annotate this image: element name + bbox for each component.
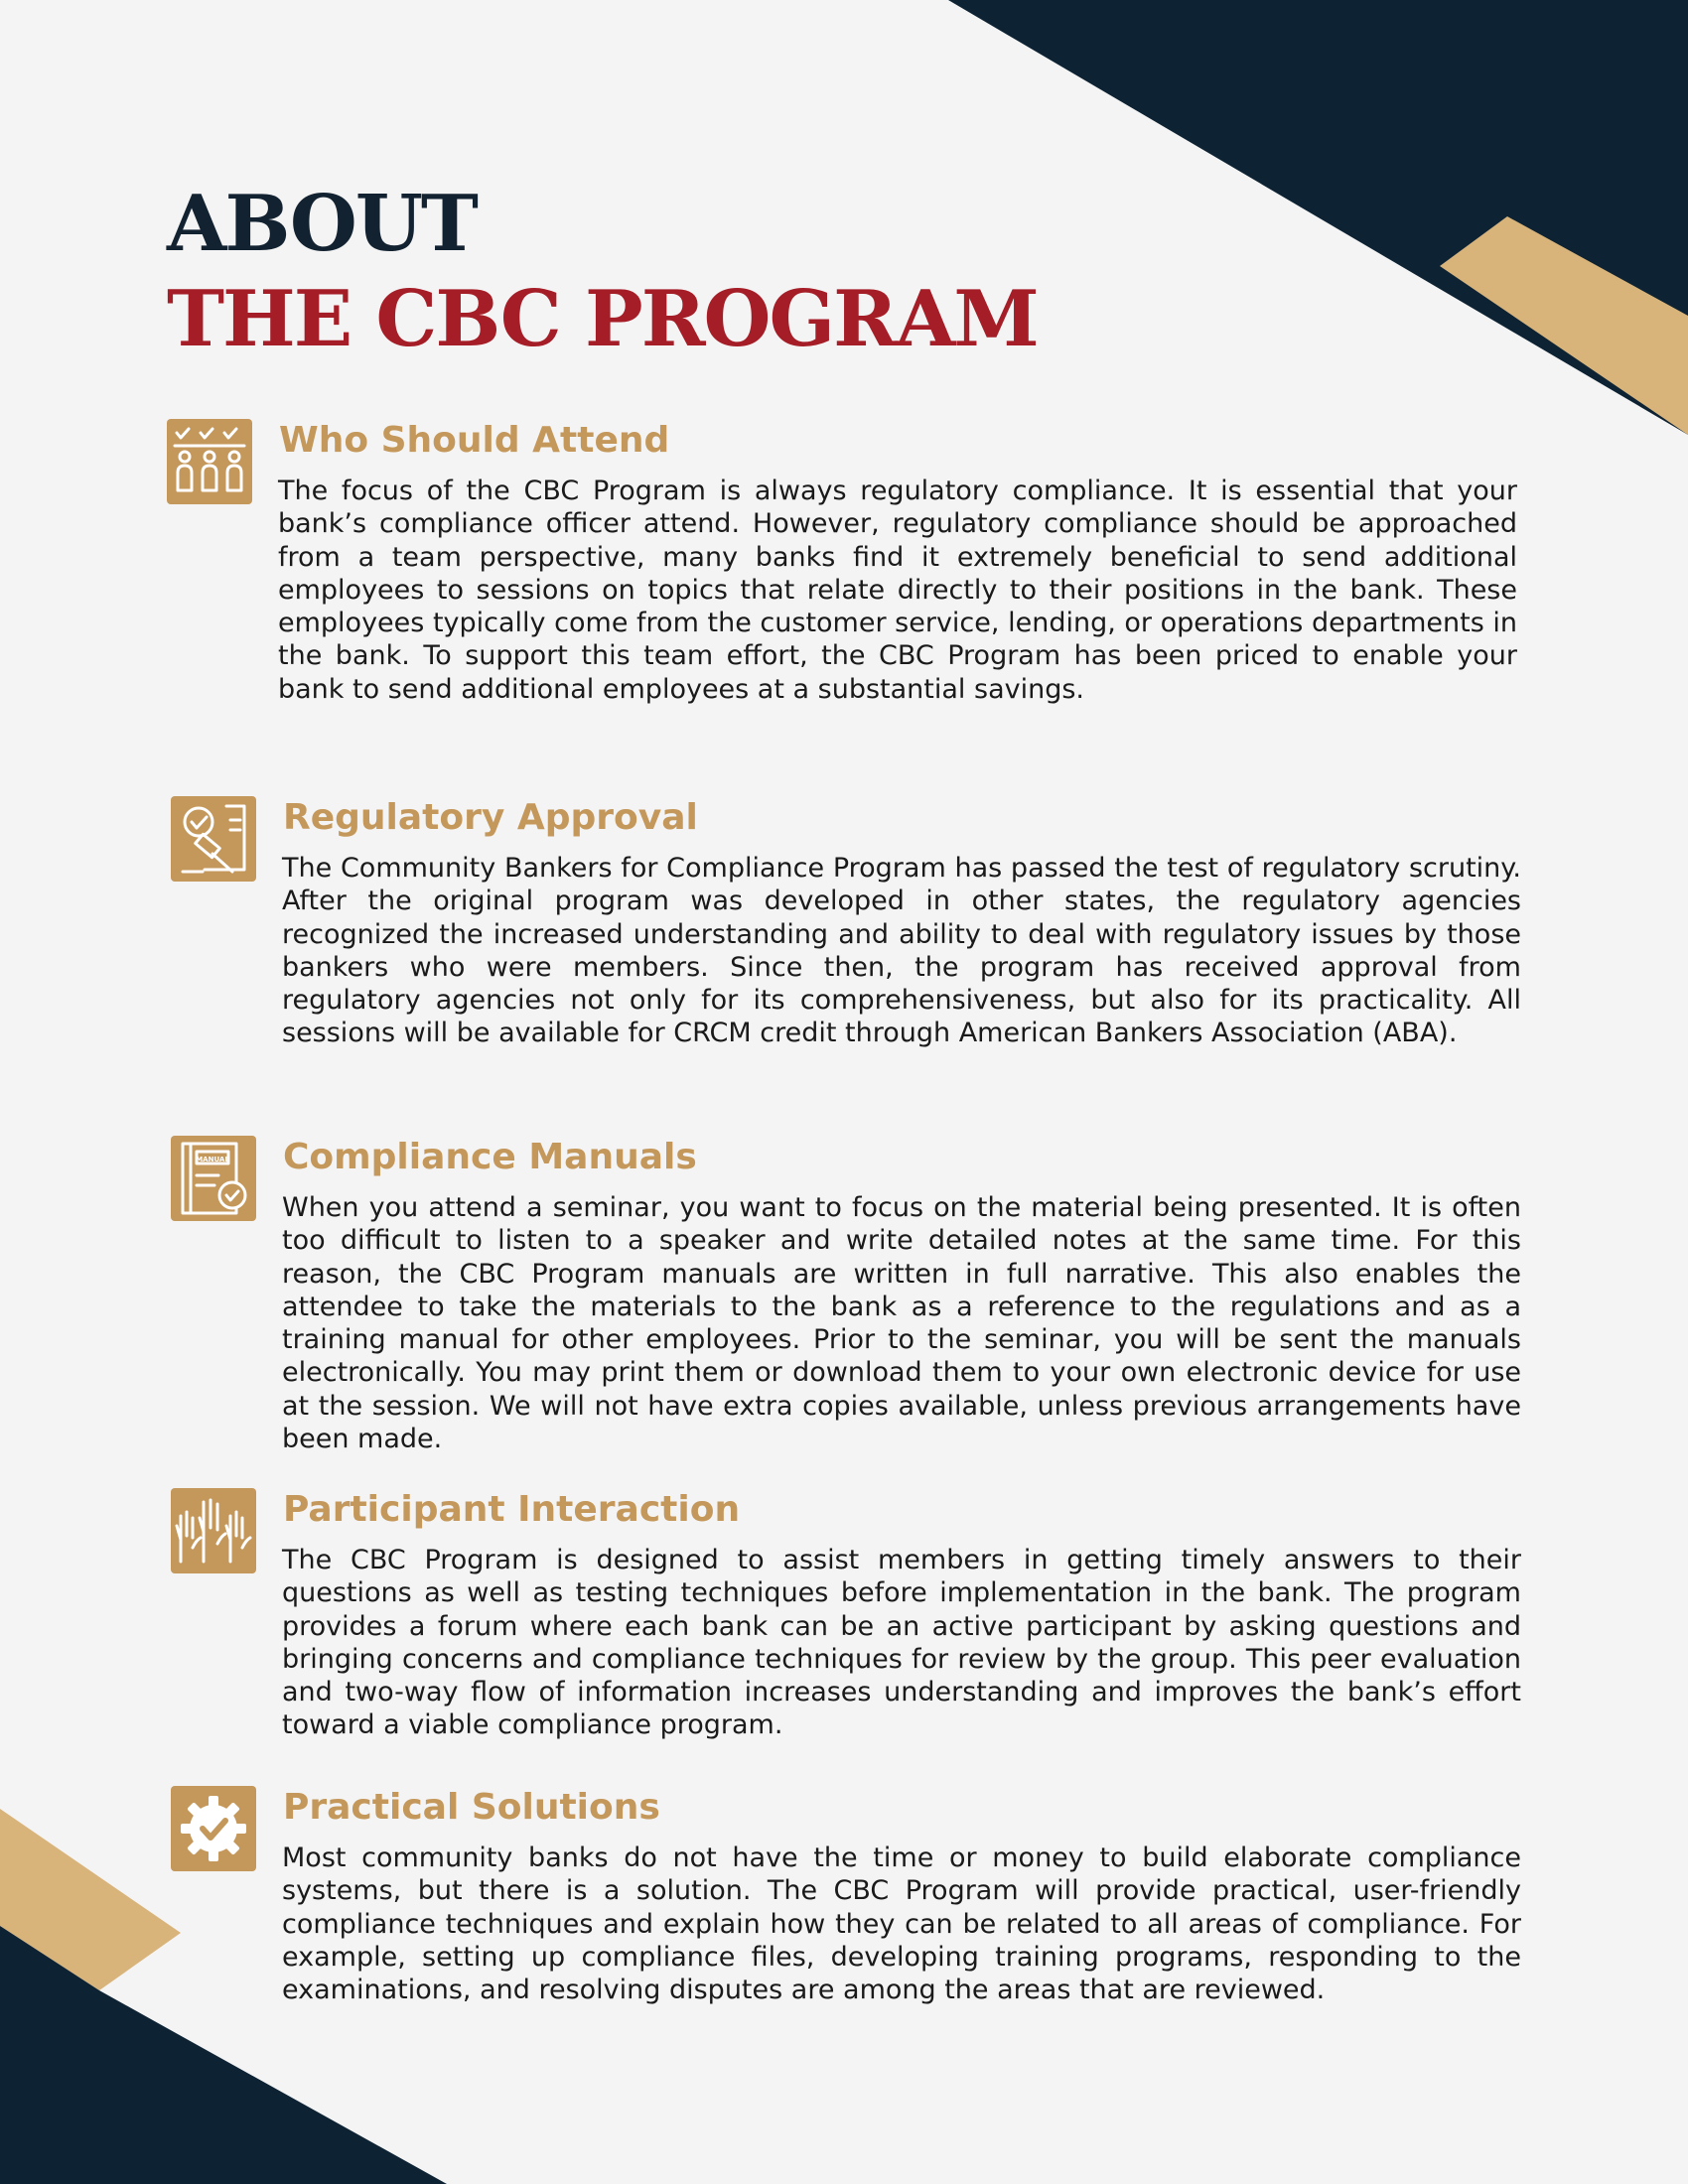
section-heading: Compliance Manuals	[283, 1137, 697, 1177]
manual-book-icon	[171, 1136, 256, 1221]
section-heading: Participant Interaction	[283, 1489, 741, 1530]
manual-icon-label: MANUAL	[196, 1156, 229, 1163]
title-line-program: THE CBC PROGRAM	[167, 274, 1038, 364]
section-body: When you attend a seminar, you want to focus on the material being presented. It is often too difficult to listen to a speaker and write detailed notes at the same time. For this reason, the CBC Program manuals are written in full narrative. This also enables the attendee to take the materials to the bank as a reference to the regulations and as a training manual for other employees. Prior to the seminar, you will be sent the manuals electronically. You may print them or download them to your own electronic device for use at the session. We will not have extra copies available, unless previous arrangements have been made.	[282, 1192, 1521, 1455]
top-right-navy-band	[948, 0, 1688, 435]
section-body: The CBC Program is designed to assist members in getting timely answers to their questions as well as testing techniques before implementation in the bank. The program provides a forum where each bank can be an active participant by asking questions and bringing concerns and compliance techniques for review by the group. This peer evaluation and two-way flow of information increases understanding and improves the bank’s effort toward a viable compliance program.	[282, 1545, 1521, 1741]
section-heading: Who Should Attend	[279, 420, 670, 461]
section-heading: Practical Solutions	[283, 1787, 660, 1828]
gear-check-icon	[171, 1786, 256, 1871]
section-body: Most community banks do not have the time or money to build elaborate compliance systems, but there is a solution. The CBC Program will provide practical, user-friendly compliance techniques and explain how they can be related to all areas of compliance. For example, setting up compliance files, developing training programs, responding to the examinations, and resolving disputes are among the areas that are reviewed.	[282, 1843, 1521, 2006]
title-line-about: ABOUT	[167, 179, 477, 269]
section-body: The Community Bankers for Compliance Program has passed the test of regulatory scrutiny. After the original program was developed in other states, the regulatory agencies recognized the increased understanding and ability to deal with regulatory issues by those bankers who were members. Since then, the program has received approval from regulatory agencies not only for its comprehensiveness, but also for its practicality. All sessions will be available for CRCM credit through American Bankers Association (ABA).	[282, 853, 1521, 1049]
people-checklist-icon	[167, 419, 252, 504]
page-title	[167, 177, 1038, 367]
section-body: The focus of the CBC Program is always regulatory compliance. It is essential that your bank’s compliance officer attend. However, regulatory compliance should be approached from a team perspective, many banks find it extremely beneficial to send additional employees to sessions on topics that relate directly to their positions in the bank. These employees typically come from the customer service, lending, or operations departments in the bank. To support this team effort, the CBC Program has been priced to enable your bank to send additional employees at a substantial savings.	[278, 476, 1517, 705]
section-heading: Regulatory Approval	[283, 797, 698, 838]
raised-hands-icon	[171, 1488, 256, 1573]
gavel-approval-icon	[171, 796, 256, 882]
